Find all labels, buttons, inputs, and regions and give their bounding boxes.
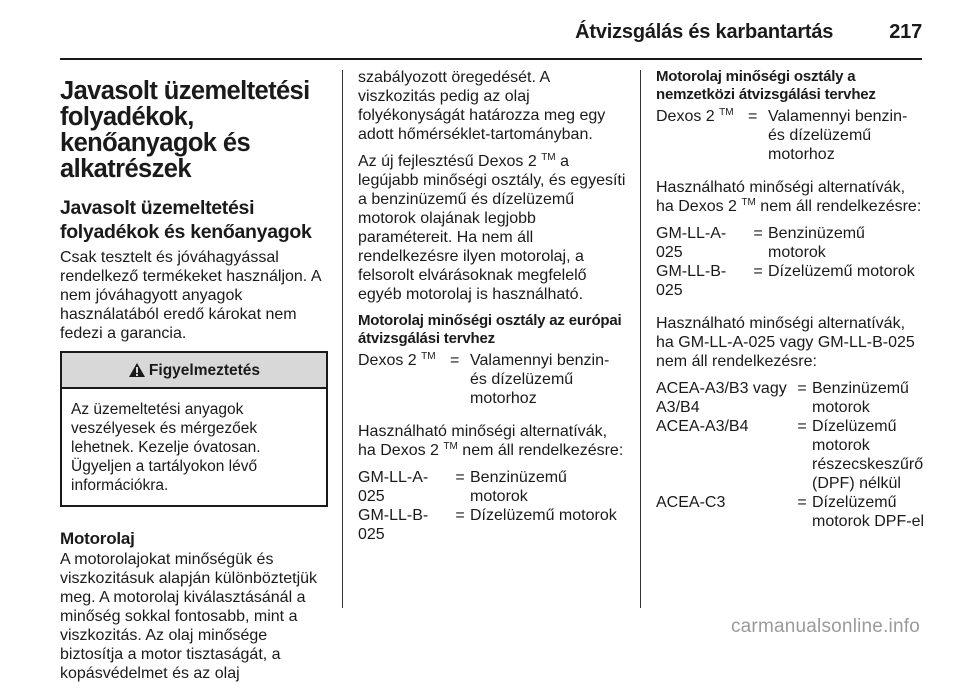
section-heading: Javasolt üzemeltetési folyadékok, kenőanyagok és alkatrészek	[60, 77, 310, 183]
dexos-paragraph	[358, 152, 628, 304]
warning-body: Az üzemeltetési anyagok veszélyesek és mérgezőek lehetnek. Kezelje óvatosan. Ügyeljen a tartályokon lévő információkra.	[71, 401, 261, 494]
spec-value: Dízelüzemű motorok	[470, 507, 617, 524]
alternatives-table	[656, 224, 926, 300]
dexos-spec-row	[656, 107, 926, 164]
equals-sign: =	[797, 418, 807, 435]
trademark-sup: TM	[541, 152, 556, 163]
alternatives-paragraph	[656, 178, 926, 216]
alternatives-text: Használható minőségi alternatívák, ha Dexos 2	[358, 423, 608, 459]
dexos-paragraph-text-cont: a legújabb minőségi osztály, és egyesíti a benzinüzemű és dízelüzemű motorok olajának legjobb paramétereit. Ha nem áll rendelkezésre ilyen motorolaj, a felsorolt elvárásoknak megfelelő egyéb motorolaj is használható.	[358, 153, 626, 303]
column-divider-2	[640, 70, 641, 608]
spec-value: Benzinüzemű motorok	[470, 469, 567, 505]
spec-label: GM-LL-B-025	[656, 263, 727, 299]
alternatives-text-cont: nem áll rendelkezésre:	[457, 442, 624, 459]
spec-label: GM-LL-A-025	[358, 469, 429, 505]
column-1	[60, 68, 328, 691]
column-3	[656, 68, 926, 539]
international-plan-heading: Motorolaj minőségi osztály a nemzetközi átvizsgálási tervhez	[656, 68, 876, 103]
warning-triangle-icon	[128, 362, 146, 378]
equals-sign: =	[450, 352, 460, 369]
equals-sign: =	[797, 494, 807, 511]
warning-title: Figyelmeztetés	[148, 361, 261, 379]
trademark-sup: TM	[443, 441, 458, 452]
equals-sign: =	[753, 225, 763, 242]
equals-sign: =	[797, 380, 807, 397]
spec-label: GM-LL-B-025	[358, 507, 429, 543]
warning-box	[60, 351, 328, 507]
header-rule	[60, 58, 922, 60]
dexos-value: Valamennyi benzin- és dízelüzemű motorhoz	[470, 352, 610, 407]
column-2	[358, 68, 628, 552]
equals-sign: =	[455, 469, 465, 486]
dexos-label-text: Dexos 2	[358, 352, 422, 369]
spec-label: ACEA-C3	[656, 494, 726, 511]
page-header	[60, 14, 922, 50]
alternatives-text: Használható minőségi alternatívák, ha Dexos 2	[656, 179, 906, 215]
trademark-sup: TM	[719, 107, 734, 118]
equals-sign: =	[748, 108, 758, 125]
dexos-paragraph-text: Az új fejlesztésű Dexos 2	[358, 153, 542, 170]
trademark-sup: TM	[741, 197, 756, 208]
spec-value: Benzinüzemű motorok	[768, 225, 865, 261]
alternatives-paragraph	[358, 422, 628, 460]
page-header-title: Átvizsgálás és karbantartás	[575, 20, 834, 43]
equals-sign: =	[455, 507, 465, 524]
trademark-sup: TM	[421, 351, 436, 362]
acea-paragraph: Használható minőségi alternatívák, ha GM-LL-A-025 vagy GM-LL-B-025 nem áll rendelkezésre:	[656, 315, 915, 370]
page-number: 217	[889, 20, 922, 43]
spec-value: Dízelüzemű motorok részecskeszűrő (DPF) nélkül	[812, 418, 924, 492]
warning-header	[62, 353, 326, 389]
european-plan-heading: Motorolaj minőségi osztály az európai átvizsgálási tervhez	[358, 312, 622, 347]
motor-oil-heading: Motorolaj	[60, 529, 135, 548]
alternatives-text-cont: nem áll rendelkezésre:	[755, 198, 922, 215]
watermark: carmanualsonline.info	[730, 616, 920, 637]
dexos-value: Valamennyi benzin- és dízelüzemű motorhoz	[768, 108, 908, 163]
spec-value: Dízelüzemű motorok	[768, 263, 915, 280]
alternatives-table	[358, 468, 628, 544]
spec-value: Benzinüzemű motorok	[812, 380, 909, 416]
intro-paragraph: Csak tesztelt és jóváhagyással rendelkező termékeket használjon. A nem jóváhagyott anyagok használatából eredő károkat nem fedezi a garancia.	[60, 249, 321, 342]
subsection-heading: Javasolt üzemeltetési folyadékok és kenőanyagok	[60, 197, 312, 243]
acea-table	[656, 379, 926, 531]
dexos-spec-row	[358, 351, 628, 408]
dexos-label	[656, 107, 748, 164]
motor-oil-paragraph: A motorolajokat minőségük és viszkozitásuk alapján különböztetjük meg. A motorolaj kiválasztásánál a minőség sokkal fontosabb, mint a viszkozitás. Az olaj minősége biztosítja a motor tisztaságát, a kopásvédelmet és az olaj	[60, 551, 318, 682]
spec-value: Dízelüzemű motorok DPF-el	[812, 494, 925, 530]
viscosity-paragraph: szabályozott öregedését. A viszkozitás pedig az olaj folyékonyságát határozza meg egy adott hőmérséklet-tartományban.	[358, 69, 606, 143]
equals-sign: =	[753, 263, 763, 280]
dexos-label	[358, 351, 450, 408]
spec-label: GM-LL-A-025	[656, 225, 727, 261]
column-divider-1	[342, 70, 343, 608]
spec-label: ACEA-A3/B4	[656, 418, 749, 435]
spec-label: ACEA-A3/B3 vagy A3/B4	[656, 380, 787, 416]
dexos-label-text: Dexos 2	[656, 108, 720, 125]
